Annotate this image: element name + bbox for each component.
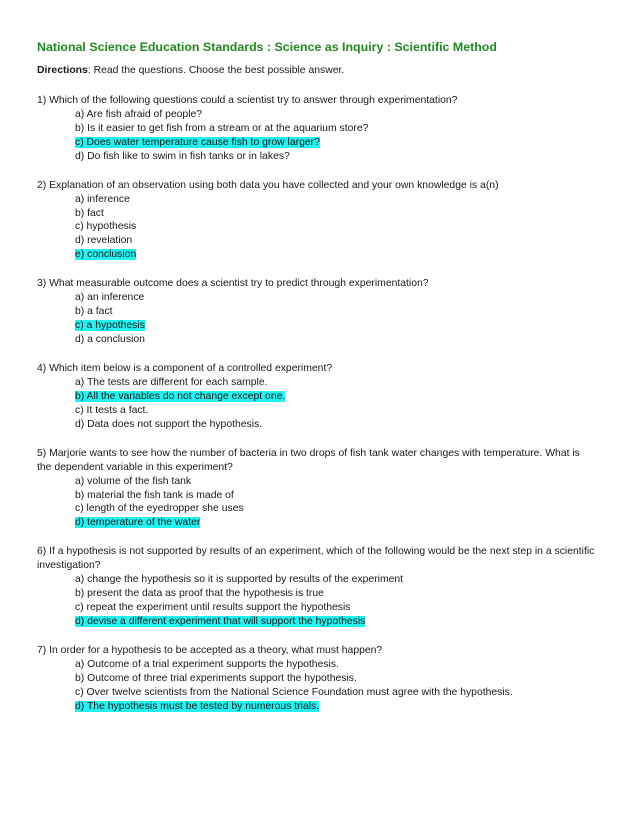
answer-text: b) fact [75, 207, 104, 219]
highlighted-answer: d) The hypothesis must be tested by numerous trials. [75, 700, 320, 712]
answer-text: b) material the fish tank is made of [75, 489, 234, 501]
answer-text: d) Data does not support the hypothesis. [75, 418, 263, 430]
question-text: 5) Marjorie wants to see how the number of bacteria in two drops of fish tank water changes with temperature. What is the dependent variable in this experiment? [37, 447, 580, 473]
question-text: 7) In order for a hypothesis to be accepted as a theory, what must happen? [37, 645, 383, 657]
directions-label: Directions [37, 65, 88, 76]
answer-option [37, 122, 597, 136]
directions [37, 64, 597, 77]
answer-option [37, 108, 597, 122]
answer-text: a) an inference [75, 292, 145, 304]
question-6 [37, 545, 597, 628]
question-2 [37, 179, 597, 262]
answer-text: a) Outcome of a trial experiment supports the hypothesis. [75, 658, 339, 670]
answer-option [37, 418, 597, 432]
answer-option [37, 658, 597, 672]
answer-option [37, 587, 597, 601]
answer-option [37, 489, 597, 503]
answer-text: a) volume of the fish tank [75, 475, 192, 487]
answer-text: a) The tests are different for each sample. [75, 376, 268, 388]
answer-option [37, 319, 597, 333]
answer-option [37, 150, 597, 164]
answer-option [37, 193, 597, 207]
answer-option [37, 207, 597, 221]
question-4 [37, 362, 597, 432]
highlighted-answer: c) Does water temperature cause fish to grow larger? [75, 136, 320, 148]
question-list [37, 94, 597, 714]
question-3 [37, 277, 597, 347]
answer-option [37, 220, 597, 234]
answer-text: a) inference [75, 193, 130, 205]
answer-text: d) Do fish like to swim in fish tanks or in lakes? [75, 150, 290, 162]
answer-text: d) a conclusion [75, 333, 145, 345]
answer-text: a) Are fish afraid of people? [75, 108, 203, 120]
answer-option [37, 502, 597, 516]
answer-option [37, 305, 597, 319]
question-text: 3) What measurable outcome does a scientist try to predict through experimentation? [37, 278, 429, 290]
question-7 [37, 644, 597, 714]
question-text: 2) Explanation of an observation using both data you have collected and your own knowledge is a(n) [37, 179, 499, 191]
answer-text: b) present the data as proof that the hypothesis is true [75, 588, 324, 600]
highlighted-answer: e) conclusion [75, 249, 137, 261]
answer-option [37, 601, 597, 615]
answer-option [37, 475, 597, 489]
question-text: 1) Which of the following questions could a scientist try to answer through experimentation? [37, 95, 458, 106]
answer-option [37, 516, 597, 530]
answer-text: b) a fact [75, 306, 113, 318]
document-title: National Science Education Standards : Science as Inquiry : Scientific Method [37, 40, 497, 54]
answer-option [37, 333, 597, 347]
answer-option [37, 700, 597, 714]
answer-text: c) hypothesis [75, 221, 137, 233]
answer-option [37, 672, 597, 686]
answer-option [37, 686, 597, 700]
highlighted-answer: b) All the variables do not change except one. [75, 390, 286, 402]
answer-option [37, 291, 597, 305]
highlighted-answer: d) devise a different experiment that will support the hypothesis [75, 615, 366, 627]
answer-option [37, 248, 597, 262]
answer-text: b) Is it easier to get fish from a stream or at the aquarium store? [75, 122, 369, 134]
answer-text: c) It tests a fact. [75, 404, 149, 416]
highlighted-answer: c) a hypothesis [75, 320, 145, 332]
question-text: 4) Which item below is a component of a controlled experiment? [37, 363, 333, 375]
answer-text: d) revelation [75, 235, 133, 247]
highlighted-answer: d) temperature of the water [75, 517, 201, 529]
answer-text: b) Outcome of three trial experiments support the hypothesis. [75, 672, 357, 684]
answer-text: c) length of the eyedropper she uses [75, 503, 244, 515]
answer-text: a) change the hypothesis so it is supported by results of the experiment [75, 574, 404, 586]
answer-option [37, 573, 597, 587]
question-text: 6) If a hypothesis is not supported by results of an experiment, which of the following would be the next step in a scientific investigation? [37, 546, 595, 572]
question-5 [37, 447, 597, 530]
answer-text: c) repeat the experiment until results support the hypothesis [75, 602, 351, 614]
worksheet-page [37, 40, 597, 729]
answer-option [37, 376, 597, 390]
answer-option [37, 390, 597, 404]
answer-option [37, 234, 597, 248]
question-1 [37, 94, 597, 164]
answer-option [37, 136, 597, 150]
directions-text: : Read the questions. Choose the best possible answer. [87, 65, 345, 76]
answer-option [37, 615, 597, 629]
answer-option [37, 404, 597, 418]
answer-text: c) Over twelve scientists from the National Science Foundation must agree with the hypothesis. [75, 686, 513, 698]
